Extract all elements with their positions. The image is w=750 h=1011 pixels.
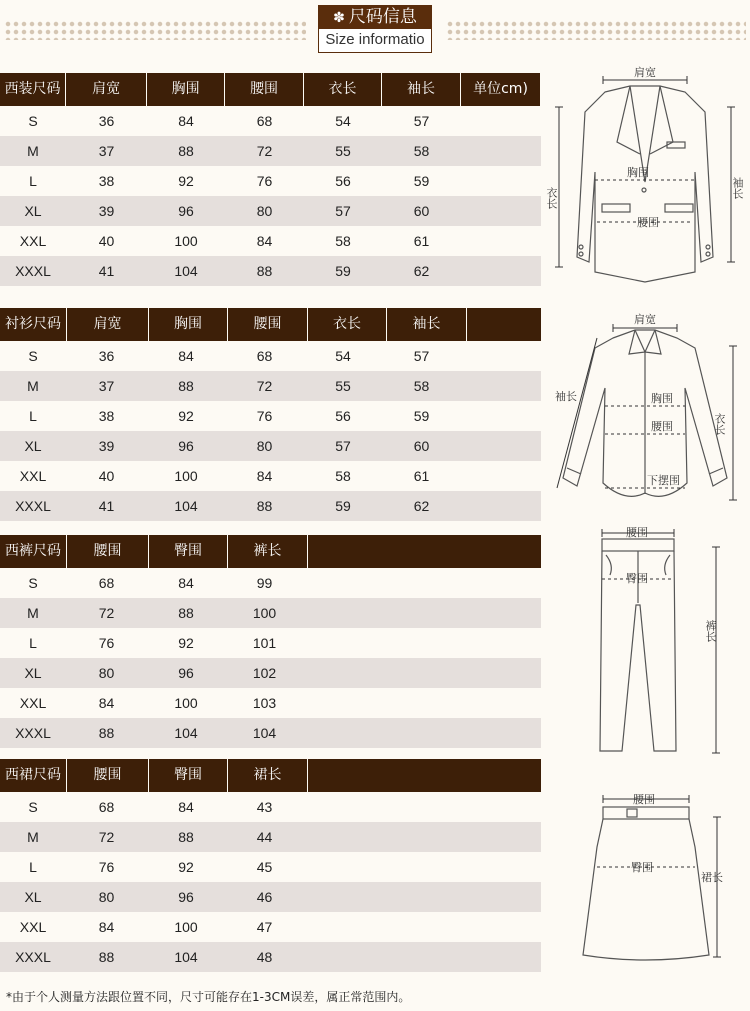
table-cell: 84 [178,348,194,364]
skirt-size-table [0,759,541,972]
table-cell: 76 [98,859,115,875]
table-cell: M [27,378,39,394]
footnote: *由于个人测量方法跟位置不同，尺寸可能存在1-3CM误差，属正常范围内。 [6,990,411,1004]
table-cell: XL [24,203,42,219]
table-cell: 59 [413,408,430,424]
suit-chest-label: 胸围 [627,167,649,179]
shirt-diagram [545,308,745,508]
table-row [0,942,541,972]
table-cell: 88 [178,378,194,394]
header-cell: 胸围 [147,73,225,106]
table-cell: 39 [98,438,115,454]
table-cell: 84 [178,575,194,591]
table-header [0,73,541,106]
table-cell: 37 [98,143,115,159]
header-cell: 西裤尺码 [0,535,67,568]
table-row [0,401,541,431]
header-cell: 裤长 [228,535,308,568]
table-row [0,136,541,166]
table-cell: 104 [174,263,198,279]
title-badge [318,5,432,54]
table-cell: M [27,829,39,845]
table-cell: 62 [413,263,430,279]
table-cell: 61 [413,233,430,249]
table-row [0,166,541,196]
table-row [0,461,541,491]
header-cell: 衣长 [304,73,382,106]
table-header [0,535,541,568]
table-cell: 57 [413,113,430,129]
table-cell: XXXL [15,949,51,965]
table-cell: XXXL [15,725,51,741]
header-cell: 西裙尺码 [0,759,67,792]
table-cell: 45 [256,859,273,875]
table-cell: 92 [178,635,194,651]
table-cell: 84 [98,695,115,711]
skirt-diagram [575,787,735,967]
table-cell: 59 [413,173,430,189]
table-cell: 58 [335,468,351,484]
table-row [0,106,541,136]
table-cell: S [28,799,38,815]
table-cell: 55 [335,143,351,159]
table-cell: 88 [178,829,194,845]
skirt-waist-label: 腰围 [633,794,655,806]
table-row [0,598,541,628]
table-cell: 84 [178,113,194,129]
table-row [0,568,541,598]
table-cell: 59 [335,263,351,279]
section-header [0,0,750,60]
table-cell: XXXL [15,498,51,514]
table-cell: 100 [252,605,277,621]
table-cell: 59 [335,498,351,514]
shirt-length-label: 衣长 [713,413,725,435]
skirt-length-label: 裙长 [701,872,723,884]
table-cell: 38 [98,173,115,189]
table-cell: 60 [413,203,430,219]
table-row [0,431,541,461]
table-cell: 72 [256,378,273,394]
table-cell: 80 [98,665,115,681]
header-cell: 西装尺码 [0,73,66,106]
table-row [0,341,541,371]
table-cell: 57 [335,438,351,454]
table-cell: 68 [98,575,115,591]
table-row [0,688,541,718]
table-cell: 99 [256,575,273,591]
table-cell: 68 [256,113,273,129]
table-cell: 88 [98,949,115,965]
table-cell: 88 [256,263,273,279]
table-cell: 38 [98,408,115,424]
table-cell: 56 [335,408,351,424]
table-cell: 92 [178,859,194,875]
shirt-hem-label: 下摆围 [647,475,680,487]
table-cell: S [28,575,38,591]
table-cell: 80 [98,889,115,905]
table-cell: L [29,408,37,424]
table-row [0,912,541,942]
pants-diagram [580,525,730,760]
suit-length-label: 衣长 [545,187,557,209]
table-cell: 41 [98,498,115,514]
table-cell: 80 [256,203,273,219]
table-cell: L [29,173,37,189]
table-cell: 104 [174,725,198,741]
table-cell: XXL [19,233,47,249]
table-cell: 61 [413,468,430,484]
table-cell: 96 [178,203,194,219]
table-cell: 56 [335,173,351,189]
table-cell: 88 [178,605,194,621]
pants-size-table [0,535,541,748]
table-cell: XL [24,438,42,454]
table-row [0,256,541,286]
table-cell: 96 [178,665,194,681]
table-cell: M [27,605,39,621]
table-row [0,852,541,882]
table-row [0,882,541,912]
table-cell: 58 [413,143,430,159]
header-cell: 腰围 [228,308,308,341]
table-cell: 54 [335,348,351,364]
table-cell: 88 [256,498,273,514]
table-row [0,371,541,401]
shirt-shoulder-label: 肩宽 [634,314,656,326]
table-cell: L [29,859,37,875]
table-cell: 100 [174,695,198,711]
table-cell: 84 [178,799,194,815]
table-cell: 55 [335,378,351,394]
table-cell: 68 [256,348,273,364]
table-cell: 92 [178,173,194,189]
table-cell: 37 [98,378,115,394]
table-cell: 104 [174,498,198,514]
header-cell: 衣长 [308,308,387,341]
table-cell: 46 [256,889,273,905]
table-cell: M [27,143,39,159]
flower-icon: ✽ [333,10,345,26]
table-cell: 92 [178,408,194,424]
table-row [0,822,541,852]
table-cell: S [28,348,38,364]
suit-size-table [0,73,541,286]
suit-diagram [545,62,745,292]
table-row [0,491,541,521]
table-cell: 58 [413,378,430,394]
table-cell: 76 [256,173,273,189]
shirt-size-table [0,308,541,521]
shirt-chest-label: 胸围 [651,393,673,405]
table-cell: 104 [174,949,198,965]
table-cell: XXXL [15,263,51,279]
table-row [0,628,541,658]
table-cell: 48 [256,949,273,965]
table-cell: 103 [252,695,277,711]
table-header [0,759,541,792]
header-cell: 单位cm) [461,73,541,106]
pants-length-label: 裤长 [704,620,716,642]
table-cell: 58 [335,233,351,249]
table-cell: 96 [178,438,194,454]
table-cell: 57 [413,348,430,364]
header-cell: 肩宽 [66,73,147,106]
table-row [0,226,541,256]
skirt-hip-label: 臀围 [631,862,653,874]
table-cell: 44 [256,829,273,845]
header-cell: 腰围 [67,535,149,568]
table-cell: 72 [98,829,115,845]
table-row [0,792,541,822]
header-cell: 腰围 [225,73,304,106]
table-cell: 88 [98,725,115,741]
header-cell: 胸围 [149,308,228,341]
header-cell: 臀围 [149,759,228,792]
table-cell: 72 [256,143,273,159]
table-cell: 43 [256,799,273,815]
table-cell: 96 [178,889,194,905]
table-cell: 72 [98,605,115,621]
table-cell: 40 [98,468,115,484]
suit-waist-label: 腰围 [637,217,659,229]
title-cn: 尺码信息 [348,7,417,27]
header-cell: 肩宽 [67,308,149,341]
table-cell: 41 [98,263,115,279]
table-row [0,196,541,226]
table-header [0,308,541,341]
table-cell: 54 [335,113,351,129]
decorative-pattern-left [4,20,306,40]
table-cell: 36 [98,113,115,129]
table-cell: 40 [98,233,115,249]
table-cell: 76 [256,408,273,424]
suit-shoulder-label: 肩宽 [634,67,656,79]
suit-sleeve-label: 袖长 [731,177,743,199]
header-cell: 臀围 [149,535,228,568]
shirt-sleeve-label: 袖长 [555,391,577,403]
shirt-waist-label: 腰围 [651,421,673,433]
table-row [0,658,541,688]
table-cell: 100 [174,468,198,484]
table-cell: 36 [98,348,115,364]
table-cell: 100 [174,919,198,935]
table-cell: 62 [413,498,430,514]
table-cell: L [29,635,37,651]
table-cell: 84 [98,919,115,935]
header-cell: 腰围 [67,759,149,792]
pants-waist-label: 腰围 [626,527,648,539]
pants-hip-label: 臀围 [626,573,648,585]
table-row [0,718,541,748]
table-cell: 88 [178,143,194,159]
header-cell: 袖长 [382,73,461,106]
table-cell: 47 [256,919,273,935]
header-cell: 衬衫尺码 [0,308,67,341]
table-cell: S [28,113,38,129]
title-cn-bar [318,5,432,29]
table-cell: 68 [98,799,115,815]
table-cell: 104 [252,725,277,741]
table-cell: 100 [174,233,198,249]
table-cell: XXL [19,468,47,484]
header-cell: 袖长 [387,308,467,341]
table-cell: 76 [98,635,115,651]
table-cell: 60 [413,438,430,454]
table-cell: XXL [19,919,47,935]
table-cell: 101 [252,635,277,651]
table-cell: 80 [256,438,273,454]
title-en: Size informatio [318,29,432,53]
table-cell: XL [24,889,42,905]
table-cell: 84 [256,468,273,484]
table-cell: XL [24,665,42,681]
table-cell: 57 [335,203,351,219]
table-cell: XXL [19,695,47,711]
table-cell: 84 [256,233,273,249]
header-cell: 裙长 [228,759,308,792]
decorative-pattern-right [446,20,746,40]
table-cell: 102 [252,665,277,681]
table-cell: 39 [98,203,115,219]
